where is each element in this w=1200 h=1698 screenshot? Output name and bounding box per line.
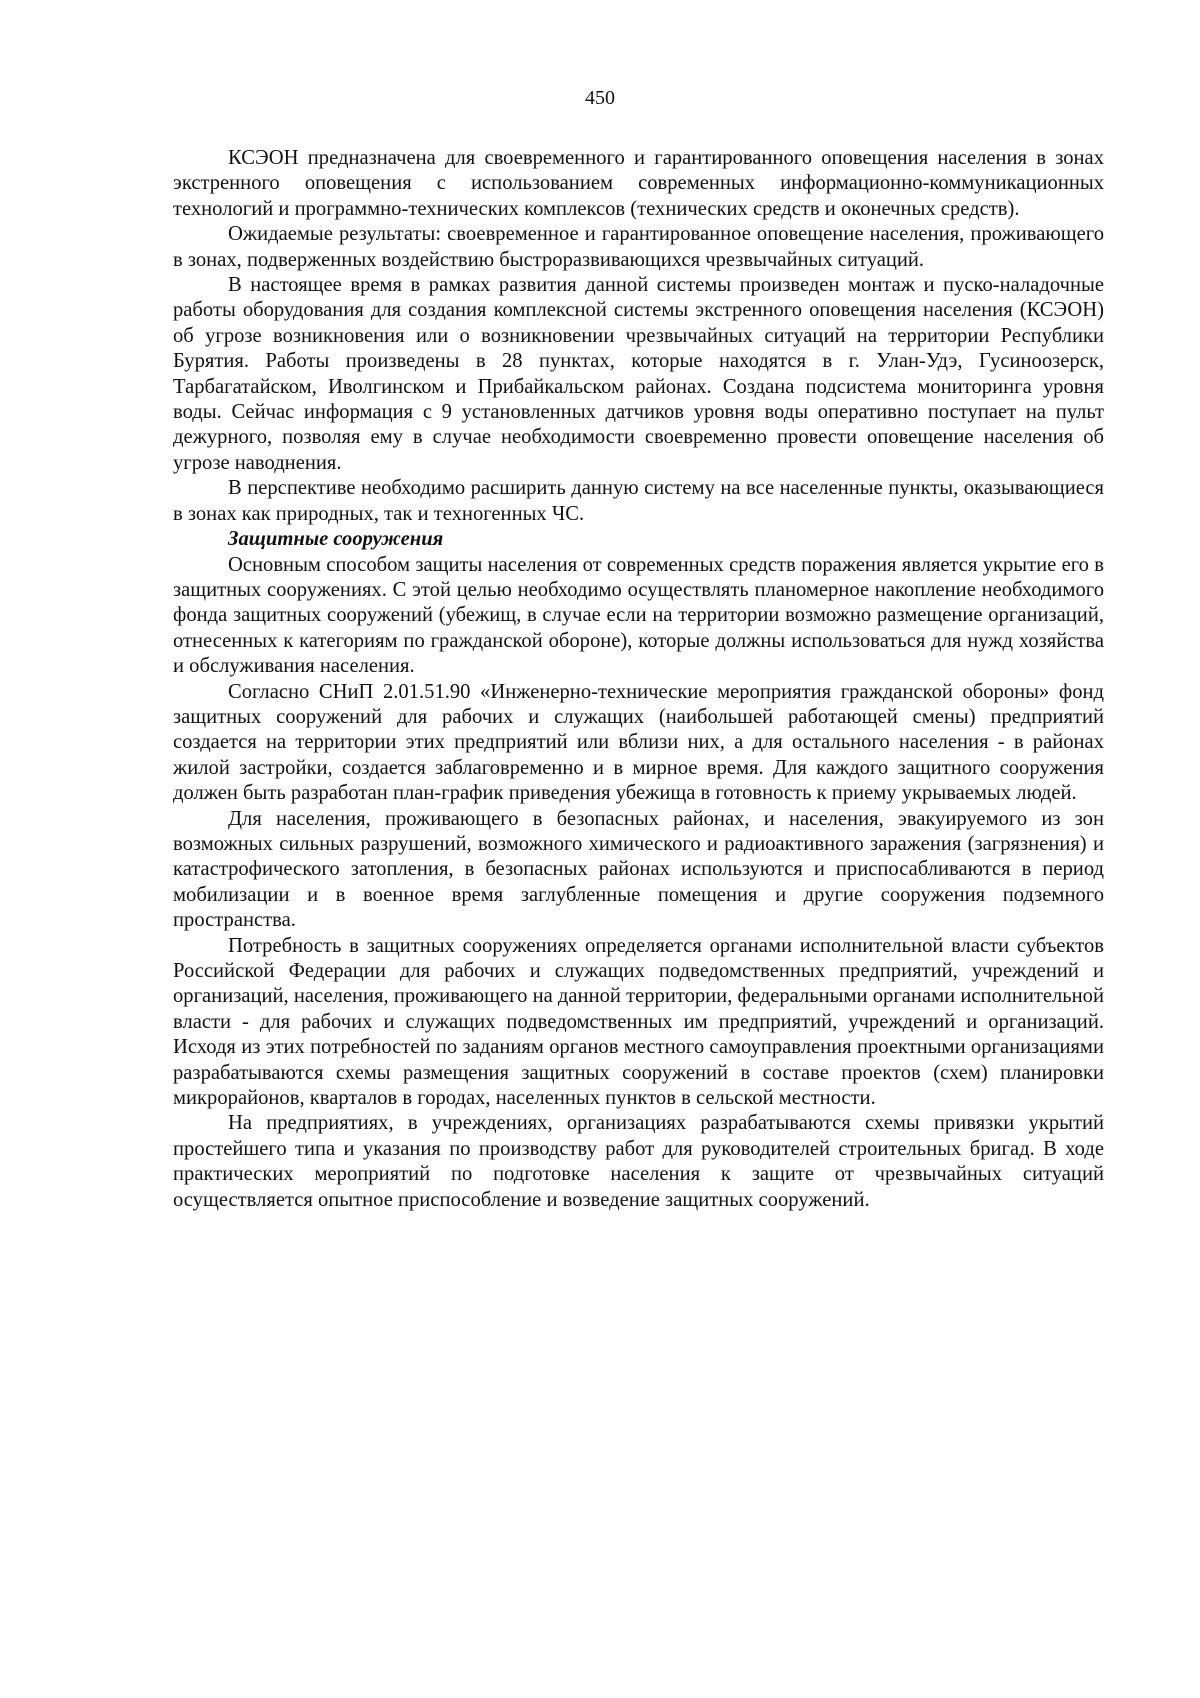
document-body	[173, 146, 1104, 1213]
paragraph-enterprise-schemes: На предприятиях, в учреждениях, организациях разрабатываются схемы привязки укрытий простейшего типа и указания по производству работ для руководителей строительных бригад. В ходе практических мероприятий по подготовке населения к защите от чрезвычайных ситуаций осуществляется опытное приспособление и возведение защитных сооружений.	[173, 1112, 1104, 1211]
paragraph-current-works: В настоящее время в рамках развития данной системы произведен монтаж и пуско-наладочные работы оборудования для создания комплексной системы экстренного оповещения населения (КСЭОН) об угрозе возникновения или о возникновении чрезвычайных ситуаций на территории Республики Бурятия. Работы произведены в 28 пунктах, которые находятся в г. Улан-Удэ, Гусиноозерск, Тарбагатайском, Иволгинском и Прибайкальском районах. Создана подсистема мониторинга уровня воды. Сейчас информация с 9 установленных датчиков уровня воды оперативно поступает на пульт дежурного, позволяя ему в случае необходимости своевременно провести оповещение населения об угрозе наводнения.	[173, 274, 1104, 474]
page-number: 450	[585, 87, 615, 109]
paragraph-kseon-purpose: КСЭОН предназначена для своевременного и гарантированного оповещения населения в зонах экстренного оповещения с использованием современных информационно-коммуникационных технологий и программно-технических комплексов (технических средств и оконечных средств).	[173, 147, 1104, 220]
paragraph-main-protection-method: Основным способом защиты населения от современных средств поражения является укрытие его в защитных сооружениях. С этой целью необходимо осуществлять планомерное накопление необходимого фонда защитных сооружений (убежищ, в случае если на территории возможно размещение организаций, отнесенных к категориям по гражданской обороне), которые должны использоваться для нужд хозяйства и обслуживания населения.	[173, 553, 1104, 678]
paragraph-structures-demand: Потребность в защитных сооружениях определяется органами исполнительной власти субъектов Российской Федерации для рабочих и служащих подведомственных предприятий, учреждений и организаций, населения, проживающего на данной территории, федеральными органами исполнительной власти - для рабочих и служащих подведомственных им предприятий, учреждений и организаций. Исходя из этих потребностей по заданиям органов местного самоуправления проектными организациями разрабатываются схемы размещения защитных сооружений в составе проектов (схем) планировки микрорайонов, кварталов в городах, населенных пунктов в сельской местности.	[173, 934, 1104, 1110]
paragraph-perspective: В перспективе необходимо расширить данную систему на все населенные пункты, оказывающиеся в зонах как природных, так и техногенных ЧС.	[173, 477, 1104, 525]
paragraph-expected-results: Ожидаемые результаты: своевременное и гарантированное оповещение населения, проживающего в зонах, подверженных воздействию быстроразвивающихся чрезвычайных ситуаций.	[173, 223, 1104, 271]
paragraph-safe-areas-population: Для населения, проживающего в безопасных районах, и населения, эвакуируемого из зон возможных сильных разрушений, возможного химического и радиоактивного заражения (загрязнения) и катастрофического затопления, в безопасных районах используются и приспосабливаются в период мобилизации и в военное время заглубленные помещения и другие сооружения подземного пространства.	[173, 807, 1104, 932]
paragraph-snip-reference: Согласно СНиП 2.01.51.90 «Инженерно-технические мероприятия гражданской обороны» фонд защитных сооружений для рабочих и служащих (наибольшей работающей смены) предприятий создается на территории этих предприятий или вблизи них, а для остального населения - в районах жилой застройки, создается заблаговременно и в мирное время. Для каждого защитного сооружения должен быть разработан план-график приведения убежища в готовность к приему укрываемых людей.	[173, 680, 1104, 805]
section-heading-protective-structures: Защитные сооружения	[228, 528, 444, 551]
